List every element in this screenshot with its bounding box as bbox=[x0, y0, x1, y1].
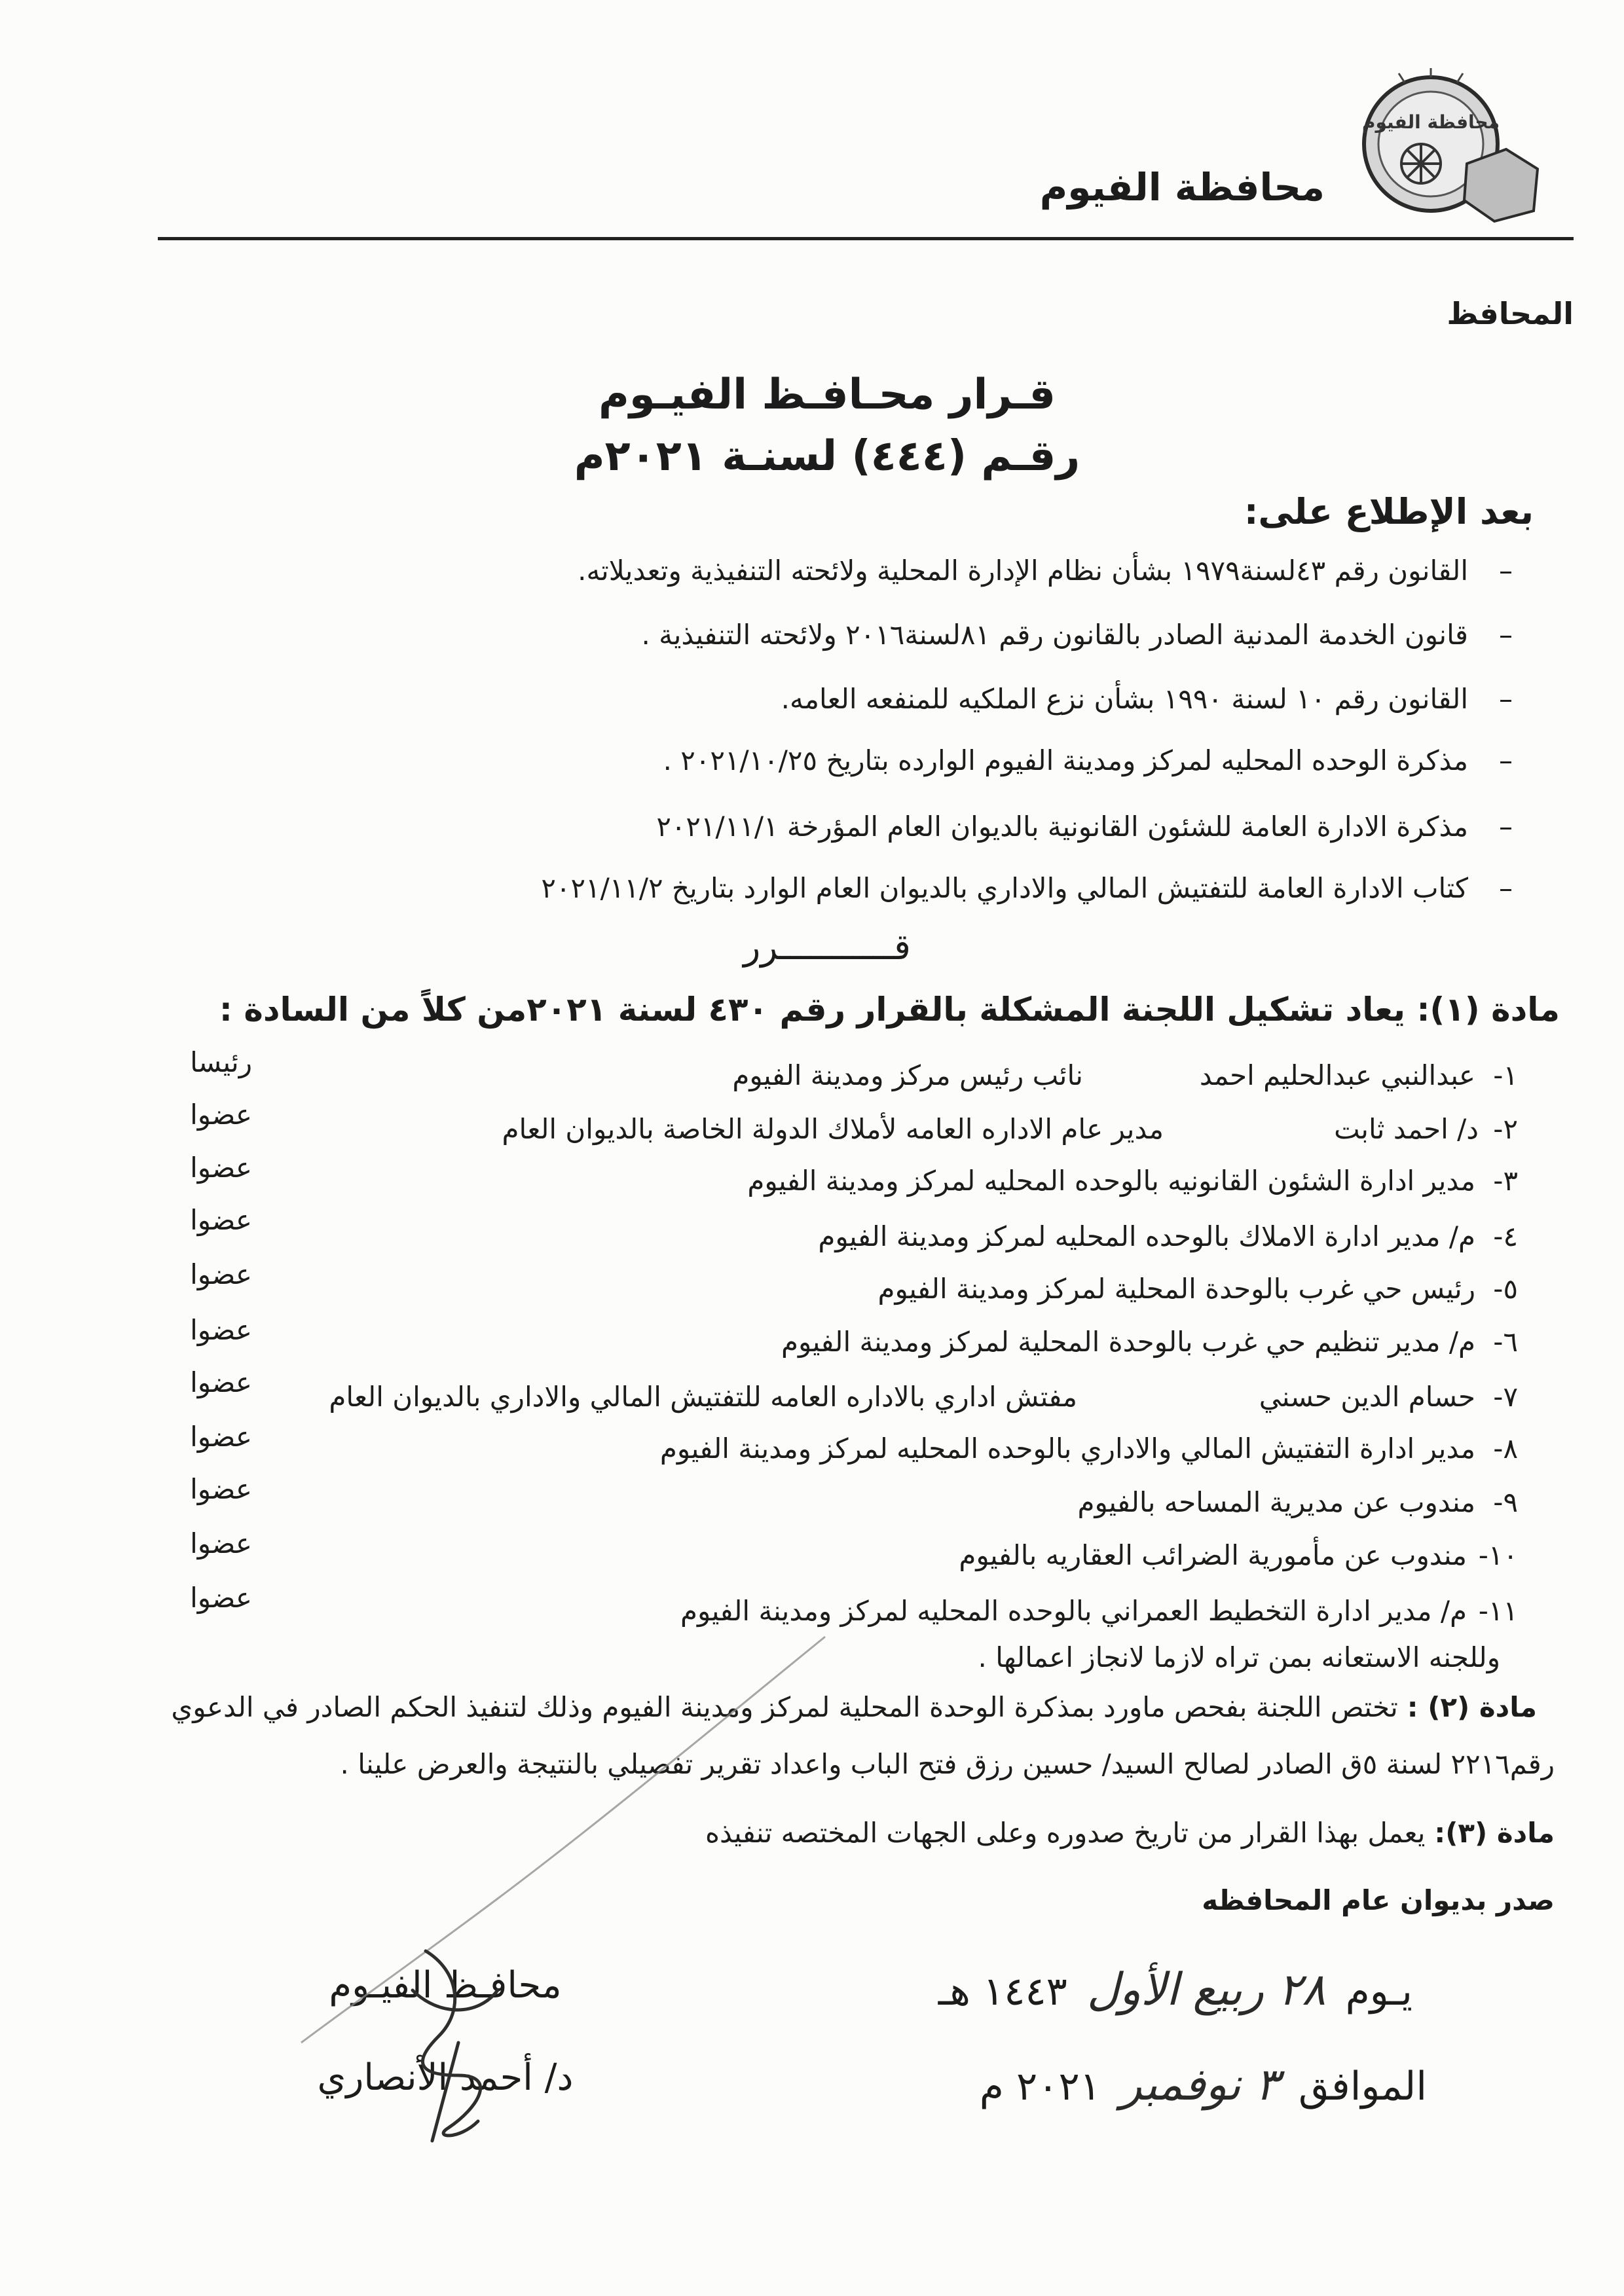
member-number: ١١- bbox=[1478, 1595, 1518, 1627]
preamble-heading: بعد الإطلاع على: bbox=[1244, 491, 1534, 532]
preamble-item: كتاب الادارة العامة للتفتيش المالي والاداري بالديوان العام الوارد بتاريخ ٢٠٢١/١١/٢ bbox=[541, 872, 1468, 904]
member-number: ١- bbox=[1493, 1059, 1518, 1091]
member-role: رئيسا bbox=[190, 1046, 252, 1078]
bullet-dash bbox=[1499, 679, 1513, 720]
article-3-text: يعمل بهذا القرار من تاريخ صدوره وعلى الجهات المختصه تنفيذه bbox=[705, 1817, 1426, 1849]
signature-marks bbox=[262, 1624, 851, 2147]
day-label: يـوم bbox=[1345, 1969, 1412, 2014]
signatory-title: محافـظ الفيـوم bbox=[329, 1964, 562, 2007]
header-divider bbox=[158, 237, 1574, 240]
signature-scribble bbox=[413, 1951, 498, 2141]
office-label: المحافظ bbox=[1447, 296, 1574, 331]
member-position: م/ مدير ادارة التخطيط العمراني بالوحده المحليه لمركز ومدينة الفيوم bbox=[680, 1595, 1467, 1627]
member-role: عضوا bbox=[190, 1366, 252, 1398]
member-position: م/ مدير ادارة الاملاك بالوحده المحليه لمركز ومدينة الفيوم bbox=[818, 1220, 1475, 1252]
member-position: مندوب عن مديرية المساحه بالفيوم bbox=[1077, 1486, 1475, 1518]
member-number: ٩- bbox=[1493, 1486, 1518, 1518]
governorate-logo bbox=[1342, 65, 1552, 229]
member-role: عضوا bbox=[190, 1582, 252, 1614]
committee-note: وللجنه الاستعانه بمن تراه لازما لانجاز اعمالها . bbox=[978, 1641, 1500, 1673]
article-2-text: تختص اللجنة بفحص ماورد بمذكرة الوحدة المحلية لمركز ومدينة الفيوم وذلك لتنفيذ الحكم الصادر في الدعوي bbox=[171, 1691, 1398, 1723]
pen-stroke bbox=[301, 1637, 825, 2043]
hijri-year: ١٤٤٣ هـ bbox=[938, 1969, 1067, 2014]
member-position: مفتش اداري بالاداره العامه للتفتيش المالي والاداري بالديوان العام bbox=[329, 1381, 1077, 1413]
bullet-dash bbox=[1499, 740, 1513, 781]
member-number: ٦- bbox=[1493, 1326, 1518, 1358]
member-position: مدير ادارة الشئون القانونيه بالوحده المحليه لمركز ومدينة الفيوم bbox=[747, 1165, 1475, 1197]
member-number: ٥- bbox=[1493, 1273, 1518, 1305]
member-role: عضوا bbox=[190, 1099, 252, 1131]
member-number: ٨- bbox=[1493, 1432, 1518, 1465]
member-role: عضوا bbox=[190, 1421, 252, 1453]
gregorian-year: ٢٠٢١ م bbox=[979, 2064, 1101, 2109]
member-role: عضوا bbox=[190, 1258, 252, 1290]
map-shape bbox=[1464, 149, 1538, 221]
member-position: نائب رئيس مركز ومدينة الفيوم bbox=[732, 1059, 1083, 1091]
governorate-header: محافظة الفيوم bbox=[1039, 165, 1325, 210]
bullet-dash bbox=[1499, 615, 1513, 655]
hijri-date-handwritten: ٢٨ ربيع الأول bbox=[1086, 1964, 1326, 2016]
article-3-label: مادة (٣): bbox=[1434, 1817, 1555, 1849]
bullet-dash bbox=[1499, 551, 1513, 591]
bullet-dash bbox=[1499, 807, 1513, 847]
bullet-dash bbox=[1499, 868, 1513, 909]
signatory-name: د/ أحمد الأنصاري bbox=[317, 2056, 574, 2099]
member-number: ٧- bbox=[1493, 1381, 1518, 1413]
preamble-item: مذكرة الوحده المحليه لمركز ومدينة الفيوم الوارده بتاريخ ٢٠٢١/١٠/٢٥ . bbox=[663, 744, 1468, 776]
gregorian-date-line bbox=[980, 2058, 1427, 2114]
member-role: عضوا bbox=[190, 1314, 252, 1346]
decree-number: رقـم (٤٤٤) لسنـة ٢٠٢١م bbox=[574, 432, 1080, 481]
member-name: عبدالنبي عبدالحليم احمد bbox=[1199, 1059, 1475, 1091]
article-1-text: يعاد تشكيل اللجنة المشكلة بالقرار رقم ٤٣٠ لسنة ٢٠٢١من كلاً من السادة : bbox=[219, 991, 1406, 1029]
waterwheel-icon bbox=[1401, 144, 1441, 183]
member-name: د/ احمد ثابت bbox=[1334, 1113, 1479, 1145]
member-number: ١٠- bbox=[1478, 1539, 1518, 1571]
preamble-item: القانون رقم ٤٣لسنة١٩٧٩ بشأن نظام الإدارة المحلية ولائحته التنفيذية وتعديلاته. bbox=[578, 555, 1468, 587]
hijri-date-line bbox=[938, 1963, 1412, 2019]
decree-title: قـرار محـافـظ الفيـوم bbox=[599, 371, 1056, 419]
gregorian-label: الموافق bbox=[1298, 2064, 1427, 2109]
article-2-label: مادة (٢) : bbox=[1407, 1691, 1537, 1723]
preamble-item: قانون الخدمة المدنية الصادر بالقانون رقم ٨١لسنة٢٠١٦ ولائحته التنفيذية . bbox=[641, 619, 1468, 651]
member-position: م/ مدير تنظيم حي غرب بالوحدة المحلية لمركز ومدينة الفيوم bbox=[781, 1326, 1475, 1358]
member-number: ٢- bbox=[1493, 1113, 1518, 1145]
preamble-item: مذكرة الادارة العامة للشئون القانونية بالديوان العام المؤرخة ٢٠٢١/١١/١ bbox=[656, 811, 1468, 843]
member-position: مندوب عن مأمورية الضرائب العقاريه بالفيوم bbox=[959, 1539, 1467, 1571]
member-number: ٣- bbox=[1493, 1165, 1518, 1197]
issued-at: صدر بديوان عام المحافظه bbox=[1202, 1884, 1555, 1916]
member-position: مدير ادارة التفتيش المالي والاداري بالوحده المحليه لمركز ومدينة الفيوم bbox=[659, 1432, 1475, 1465]
article-1-label: مادة (١): bbox=[1416, 991, 1560, 1029]
preamble-item: القانون رقم ١٠ لسنة ١٩٩٠ بشأن نزع الملكيه للمنفعه العامه. bbox=[781, 683, 1468, 715]
gregorian-date-handwritten: ٣ نوفمبر bbox=[1120, 2059, 1279, 2111]
article-2-line-2: رقم٢٢١٦ لسنة ٥ق الصادر لصالح السيد/ حسين رزق فتح الباب واعداد تقرير تفصيلي بالنتيجة والعرض علينا . bbox=[340, 1748, 1555, 1780]
member-name: حسام الدين حسني bbox=[1259, 1381, 1475, 1413]
member-role: عضوا bbox=[190, 1204, 252, 1236]
member-role: عضوا bbox=[190, 1527, 252, 1559]
member-number: ٤- bbox=[1493, 1220, 1518, 1252]
member-role: عضوا bbox=[190, 1152, 252, 1184]
member-position: رئيس حي غرب بالوحدة المحلية لمركز ومدينة الفيوم bbox=[877, 1273, 1475, 1305]
member-position: مدير عام الاداره العامه لأملاك الدولة الخاصة بالديوان العام bbox=[502, 1113, 1164, 1145]
member-role: عضوا bbox=[190, 1473, 252, 1505]
article-1 bbox=[219, 987, 1560, 1032]
decision-heading: قـــــــــــرر bbox=[743, 926, 911, 968]
logo-text: محافظة الفيوم bbox=[1361, 111, 1500, 133]
